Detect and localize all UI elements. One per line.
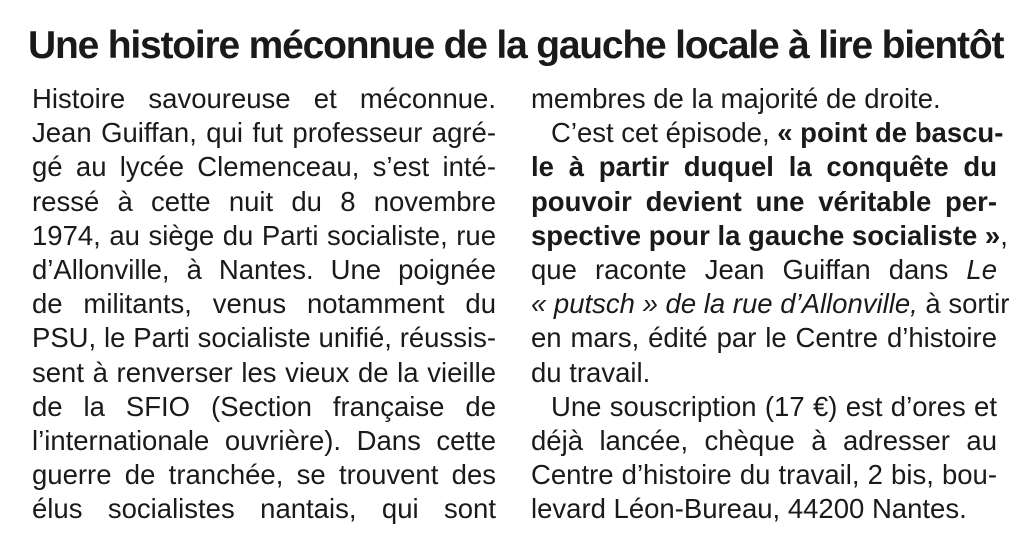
quote-bold: spective pour la gauche socialiste » xyxy=(531,219,1001,251)
text-line: membres de la majorité de droite. xyxy=(531,83,941,114)
text-line: Centre d’histoire du travail, 2 bis, bou- xyxy=(531,459,997,491)
text-line: déjà lancée, chèque à adresser au xyxy=(531,424,997,456)
text-line: du travail. xyxy=(531,356,651,388)
quote-bold: « point de bascu- xyxy=(777,117,1004,149)
book-title-italic: « putsch » de la rue d’Allonville, xyxy=(531,288,918,320)
text-line: gé au lycée Clemenceau, s’est inté- xyxy=(32,151,496,183)
text-line xyxy=(531,116,1004,150)
text-line: l’internationale ouvrière). Dans cette xyxy=(32,424,496,456)
quote-bold: le à partir duquel la conquête du xyxy=(531,151,997,183)
text-line xyxy=(531,253,997,287)
text-line: de militants, venus notamment du xyxy=(32,288,496,320)
text-line: Histoire savoureuse et méconnue. xyxy=(32,83,496,114)
text-run: que raconte Jean Guiffan dans xyxy=(531,253,967,285)
article-left-column xyxy=(32,82,496,526)
text-line: élus socialistes nantais, qui sont xyxy=(32,493,496,525)
text-line: Jean Guiffan, qui fut professeur agré- xyxy=(32,117,496,149)
text-line: de la SFIO (Section française de xyxy=(32,390,496,422)
book-title-italic: Le xyxy=(966,253,997,285)
article-right-column xyxy=(531,82,1010,526)
text-line: guerre de tranchée, se trouvent des xyxy=(32,459,496,491)
text-line: PSU, le Parti socialiste unifié, réussis- xyxy=(32,322,496,354)
text-run: à sortir xyxy=(917,288,1010,320)
text-line: d’Allonville, à Nantes. Une poignée xyxy=(32,253,496,285)
headline: Une histoire méconnue de la gauche locale à lire bientôt xyxy=(28,24,1004,67)
text-line: levard Léon-Bureau, 44200 Nantes. xyxy=(531,493,967,525)
text-run: , xyxy=(1000,219,1008,251)
text-line xyxy=(531,219,1008,253)
text-line: Une souscription (17 €) est d’ores et xyxy=(551,390,997,422)
text-line: en mars, édité par le Centre d’histoire xyxy=(531,322,997,354)
text-line: 1974, au siège du Parti socialiste, rue xyxy=(32,219,496,251)
text-line: ressé à cette nuit du 8 novembre xyxy=(32,185,496,217)
text-line: sent à renverser les vieux de la vieille xyxy=(32,356,496,388)
text-line xyxy=(531,287,1010,321)
text-run: C’est cet épisode, xyxy=(551,117,778,149)
quote-bold: pouvoir devient une véritable per- xyxy=(531,185,997,217)
